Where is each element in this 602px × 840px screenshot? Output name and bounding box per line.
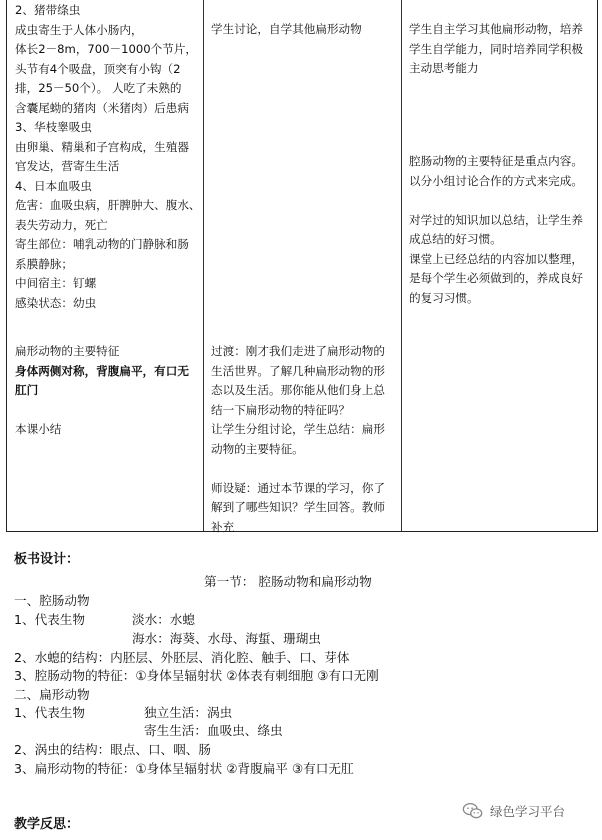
content-line (409, 191, 591, 211)
content-line: 腔肠动物的主要特征是重点内容。 (409, 154, 583, 168)
content-line: 寄生部位：哺乳动物的门静脉和肠 (15, 237, 189, 251)
features-line: 3、腔肠动物的特征：①身体呈辐射状 ②体表有刺细胞 ③有口无刚 (14, 668, 379, 683)
board-heading: 板书设计： (14, 552, 80, 567)
rep-item: 独立生活：涡虫 (144, 705, 233, 720)
content-line: 学生自学能力，同时培养同学积极 (409, 41, 583, 56)
content-line: 中间宿主：钉螺 (15, 276, 97, 290)
content-line: 学生自主学习其他扁形动物，培养 (409, 22, 583, 36)
lesson-plan-table (6, 0, 598, 532)
feature-text: 肛门 (15, 383, 39, 397)
column-divider (401, 0, 402, 531)
content-line: 是每个学生必须做到的，养成良好 (409, 271, 583, 285)
structure-line: 2、涡虫的结构：眼点、口、咽、肠 (14, 742, 211, 757)
board-title: 第一节： 腔肠动物和扁形动物 (204, 574, 372, 589)
section-heading: 一、腔肠动物 (14, 593, 90, 608)
content-line: 由卵巢、精巢和子宫构成，生殖器 (15, 139, 189, 154)
content-line: 危害：血吸虫病，肝脾肿大、腹水、 (15, 198, 201, 212)
content-line: 补充 (211, 519, 235, 534)
column-divider (203, 0, 204, 531)
feature-block (15, 342, 199, 440)
content-column-block (15, 1, 199, 313)
section-heading: 二、扁形动物 (14, 687, 90, 702)
structure-line: 2、水螅的结构：内胚层、外胚层、消化腔、触手、口、芽体 (14, 650, 350, 665)
rep-label: 1、代表生物 (14, 705, 85, 720)
chat-bubbles-icon (462, 800, 484, 822)
content-line: 表失劳动力，死亡 (15, 217, 108, 232)
intent-block (409, 20, 591, 79)
content-line: 的复习习惯。 (409, 290, 479, 305)
intent-block (409, 152, 591, 308)
content-line: 师设疑：通过本节课的学习，你了 (211, 480, 385, 495)
reflection-heading: 教学反思： (14, 817, 80, 832)
watermark (462, 800, 565, 822)
content-line: 主动思考能力 (409, 61, 479, 75)
content-line: 态以及生活。那你能从他们身上总 (211, 383, 385, 397)
activity-block (211, 342, 397, 537)
content-line: 过渡：刚才我们走进了扁形动物的 (211, 344, 385, 358)
feature-text: 身体两侧对称，背腹扁平，有口无 (15, 363, 189, 378)
content-line: 生活世界。了解几种扁形动物的形 (211, 363, 385, 378)
summary-label: 本课小结 (15, 422, 62, 436)
rep-label: 1、代表生物 (14, 612, 85, 627)
spacer-line (15, 401, 199, 421)
activity-top (211, 20, 397, 40)
rep-item: 海水：海葵、水母、海蜇、珊瑚虫 (132, 631, 321, 646)
content-line: 对学过的知识加以总结，让学生养 (409, 212, 583, 227)
content-line: 解到了哪些知识？学生回答。教师 (211, 500, 385, 514)
content-line: 官发达，营寄生生活 (15, 159, 120, 173)
content-line: 含囊尾蚴的猪肉（米猪肉）后患病 (15, 100, 189, 115)
content-line: 成总结的好习惯。 (409, 232, 502, 246)
content-line: 2、猪带绦虫 (15, 3, 81, 17)
content-line: 头节有4个吸盘，顶突有小钩（2 (15, 61, 181, 76)
rep-item: 淡水：水螅 (132, 612, 195, 627)
content-line: 学生讨论，自学其他扁形动物 (211, 22, 362, 36)
content-line: 感染状态：幼虫 (15, 295, 97, 310)
feature-heading: 扁形动物的主要特征 (15, 344, 120, 358)
content-line: 3、华枝睾吸虫 (15, 120, 92, 134)
content-line: 4、日本血吸虫 (15, 178, 92, 193)
features-line: 3、扁形动物的特征：①身体呈辐射状 ②背腹扁平 ③有口无肛 (14, 761, 354, 776)
content-line: 排，25－50个）。 人吃了未熟的 (15, 81, 182, 95)
content-line: 体长2－8m，700－1000个节片， (15, 42, 198, 56)
content-line: 结一下扁形动物的特征吗？ (211, 402, 351, 417)
content-line (211, 459, 397, 479)
content-line: 成虫寄生于人体小肠内， (15, 22, 143, 37)
content-line: 让学生分组讨论，学生总结：扁形 (211, 422, 385, 436)
content-line: 以分小组讨论合作的方式来完成。 (409, 173, 583, 188)
content-line: 动物的主要特征。 (211, 441, 304, 456)
watermark-text: 绿色学习平台 (490, 804, 566, 819)
content-line: 系膜静脉； (15, 256, 73, 271)
rep-item: 寄生生活：血吸虫、绦虫 (144, 723, 283, 738)
content-line: 课堂上已经总结的内容加以整理， (409, 251, 583, 266)
